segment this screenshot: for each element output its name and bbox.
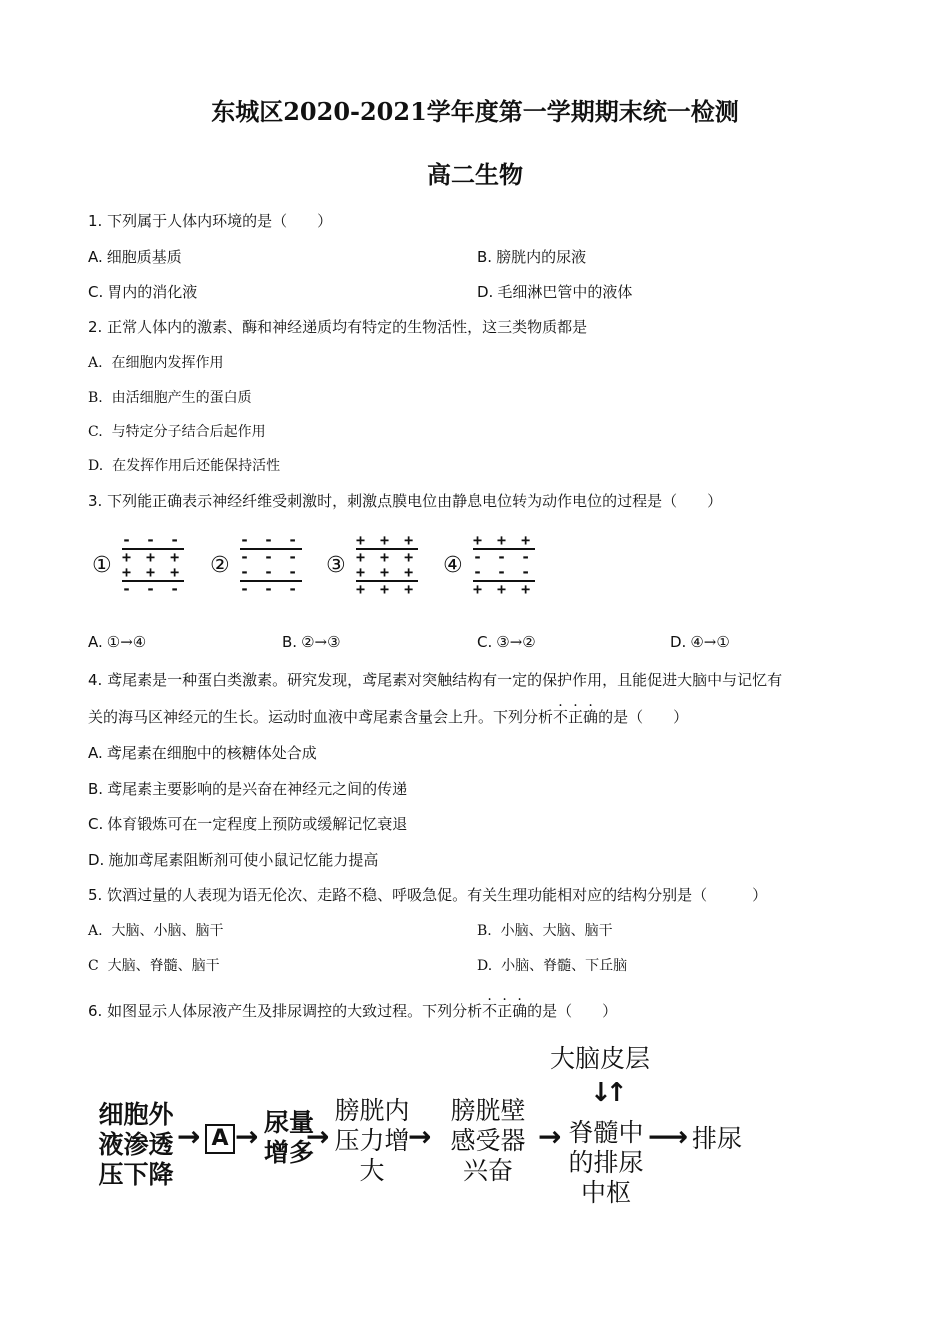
- charge-row: - - -: [240, 531, 301, 549]
- option-letter: D.: [670, 633, 687, 651]
- option-text: 小脑、大脑、脑干: [500, 923, 613, 939]
- option-d[interactable]: [477, 955, 627, 975]
- option-text: 大脑、小脑、脑干: [111, 923, 224, 939]
- question-4: [88, 669, 782, 690]
- option-d[interactable]: [88, 455, 280, 475]
- arrow-icon: →: [177, 1120, 201, 1153]
- emphasis-char: 不: [553, 708, 569, 726]
- option-a[interactable]: [88, 920, 223, 940]
- option-a[interactable]: [88, 742, 317, 763]
- question-text: 的是（ ）: [527, 1002, 618, 1020]
- flow-node-cerebral-cortex: 大脑皮层: [549, 1044, 650, 1073]
- option-b[interactable]: [88, 778, 407, 799]
- option-text: 施加鸢尾素阻断剂可使小鼠记忆能力提高: [108, 851, 379, 869]
- charge-row: + + +: [356, 531, 417, 549]
- question-text: 饮酒过量的人表现为语无伦次、走路不稳、呼吸急促。有关生理功能相对应的结构分别是（ ）: [107, 886, 768, 904]
- option-text: 胃内的消化液: [107, 283, 198, 301]
- question-1: [88, 210, 332, 231]
- question-number: 5.: [88, 886, 103, 904]
- option-letter: C.: [88, 424, 103, 440]
- charge-row: + + +: [356, 548, 417, 566]
- option-text: 毛细淋巴管中的液体: [497, 283, 633, 301]
- option-letter: D.: [88, 458, 104, 474]
- flow-node-urine-volume: 尿量增多: [263, 1108, 314, 1167]
- option-b[interactable]: [88, 387, 252, 407]
- option-text: 在细胞内发挥作用: [111, 355, 224, 371]
- arrow-icon: →: [235, 1120, 259, 1153]
- question-6: [88, 1000, 617, 1021]
- question-text: 关的海马区神经元的生长。运动时血液中鸢尾素含量会上升。下列分析: [88, 708, 554, 726]
- option-b[interactable]: [477, 246, 586, 267]
- charge-row: + + +: [356, 580, 417, 598]
- flow-node-urination: 排尿: [692, 1124, 743, 1153]
- membrane-diagram: [356, 533, 418, 597]
- option-letter: A.: [88, 248, 103, 266]
- question-text: 正常人体内的激素、酶和神经递质均有特定的生物活性，这三类物质都是: [107, 318, 588, 336]
- option-letter: C.: [88, 815, 104, 833]
- option-text: 细胞质基质: [106, 248, 182, 266]
- figure-label: ①: [92, 553, 112, 578]
- page-title: 东城区2020-2021学年度第一学期期末统一检测: [211, 97, 739, 126]
- urination-flow-diagram: [0, 1040, 950, 1220]
- bidirectional-arrow-icon: ↓↑: [590, 1078, 622, 1108]
- option-text: 鸢尾素主要影响的是兴奋在神经元之间的传递: [107, 780, 408, 798]
- figure-label: ②: [210, 553, 230, 578]
- option-letter: C.: [88, 283, 104, 301]
- emphasis-char: 不: [482, 1002, 498, 1020]
- option-letter: A.: [88, 744, 103, 762]
- emphasis-char: 正: [568, 708, 584, 726]
- question-text-line-1: 鸢尾素是一种蛋白类激素。研究发现，鸢尾素对突触结构有一定的保护作用，且能促进大脑中与记忆有: [107, 671, 783, 689]
- flow-node-bladder-pressure: 膀胱内压力增大: [334, 1096, 410, 1185]
- option-d[interactable]: [88, 849, 378, 870]
- question-text: 如图显示人体尿液产生及排尿调控的大致过程。下列分析: [107, 1002, 483, 1020]
- option-letter: D.: [477, 958, 493, 974]
- option-c[interactable]: [477, 633, 536, 651]
- option-text: ④→①: [690, 633, 730, 651]
- emphasis-text: [553, 708, 598, 726]
- option-a[interactable]: [88, 246, 182, 267]
- question-text: 下列能正确表示神经纤维受刺激时，刺激点膜电位由静息电位转为动作电位的过程是（ ）: [107, 492, 723, 510]
- option-text: ③→②: [496, 633, 536, 651]
- option-text: 大脑、脊髓、脑干: [107, 958, 220, 974]
- option-c[interactable]: [88, 955, 220, 975]
- flow-node-receptor: 膀胱壁感受器兴奋: [450, 1096, 526, 1185]
- emphasis-char: 确: [583, 708, 599, 726]
- membrane-diagram: [122, 533, 184, 597]
- option-letter: B.: [477, 923, 492, 939]
- flow-node-spinal-center: 脊髓中的排尿中枢: [568, 1118, 644, 1207]
- membrane-diagram: [473, 533, 535, 597]
- figure-label: ④: [443, 553, 463, 578]
- charge-row: - - -: [473, 563, 534, 581]
- option-letter: B.: [282, 633, 298, 651]
- question-text: 的是（ ）: [598, 708, 689, 726]
- option-letter: A.: [88, 355, 103, 371]
- option-letter: C.: [477, 633, 493, 651]
- option-letter: B.: [88, 390, 103, 406]
- option-letter: C: [88, 958, 99, 974]
- option-c[interactable]: [88, 281, 197, 302]
- option-text: 小脑、脊髓、下丘脑: [501, 958, 628, 974]
- page-subtitle: 高二生物: [427, 160, 523, 189]
- membrane-diagram: [240, 533, 302, 597]
- option-c[interactable]: [88, 421, 266, 441]
- figure-label: ③: [326, 553, 346, 578]
- option-d[interactable]: [477, 281, 632, 302]
- emphasis-text: [482, 1002, 527, 1020]
- question-3: [88, 490, 722, 511]
- option-b[interactable]: [282, 633, 341, 651]
- charge-row: - - -: [122, 580, 183, 598]
- question-number: 6.: [88, 1002, 103, 1020]
- arrow-icon: ⟶: [648, 1120, 689, 1153]
- option-text: 与特定分子结合后起作用: [111, 424, 266, 440]
- charge-row: + + +: [122, 548, 183, 566]
- option-a[interactable]: [88, 352, 223, 372]
- arrow-icon: →: [306, 1120, 330, 1153]
- option-d[interactable]: [670, 633, 730, 651]
- option-letter: A.: [88, 633, 103, 651]
- charge-row: - - -: [240, 580, 301, 598]
- arrow-icon: →: [538, 1120, 562, 1153]
- charge-row: - - -: [240, 548, 301, 566]
- option-b[interactable]: [477, 920, 613, 940]
- option-text: 在发挥作用后还能保持活性: [112, 458, 281, 474]
- charge-row: - - -: [240, 563, 301, 581]
- emphasis-char: 正: [497, 1002, 513, 1020]
- option-letter: D.: [477, 283, 494, 301]
- charge-row: + + +: [122, 563, 183, 581]
- charge-row: - - -: [473, 548, 534, 566]
- arrow-icon: →: [408, 1120, 432, 1153]
- emphasis-char: 确: [512, 1002, 528, 1020]
- option-letter: B.: [88, 780, 104, 798]
- question-4-line-2: [88, 706, 688, 727]
- question-text: 下列属于人体内环境的是（ ）: [107, 212, 333, 230]
- option-text: 体育锻炼可在一定程度上预防或缓解记忆衰退: [107, 815, 408, 833]
- question-2: [88, 316, 587, 337]
- option-letter: A.: [88, 923, 103, 939]
- charge-row: + + +: [356, 563, 417, 581]
- question-number: 1.: [88, 212, 103, 230]
- option-text: 鸢尾素在细胞中的核糖体处合成: [106, 744, 317, 762]
- option-letter: D.: [88, 851, 105, 869]
- option-text: ①→④: [106, 633, 147, 651]
- flow-node-osmotic-pressure: 细胞外液渗透压下降: [98, 1100, 174, 1189]
- flow-node-a-box: A: [205, 1124, 235, 1154]
- charge-row: - - -: [122, 531, 183, 549]
- option-text: ②→③: [301, 633, 341, 651]
- option-a[interactable]: [88, 633, 146, 651]
- question-number: 4.: [88, 671, 103, 689]
- charge-row: + + +: [473, 531, 534, 549]
- option-text: 膀胱内的尿液: [496, 248, 587, 266]
- option-text: 由活细胞产生的蛋白质: [111, 390, 252, 406]
- question-5: [88, 884, 767, 905]
- question-number: 3.: [88, 492, 103, 510]
- option-letter: B.: [477, 248, 493, 266]
- option-c[interactable]: [88, 813, 407, 834]
- charge-row: + + +: [473, 580, 534, 598]
- question-number: 2.: [88, 318, 103, 336]
